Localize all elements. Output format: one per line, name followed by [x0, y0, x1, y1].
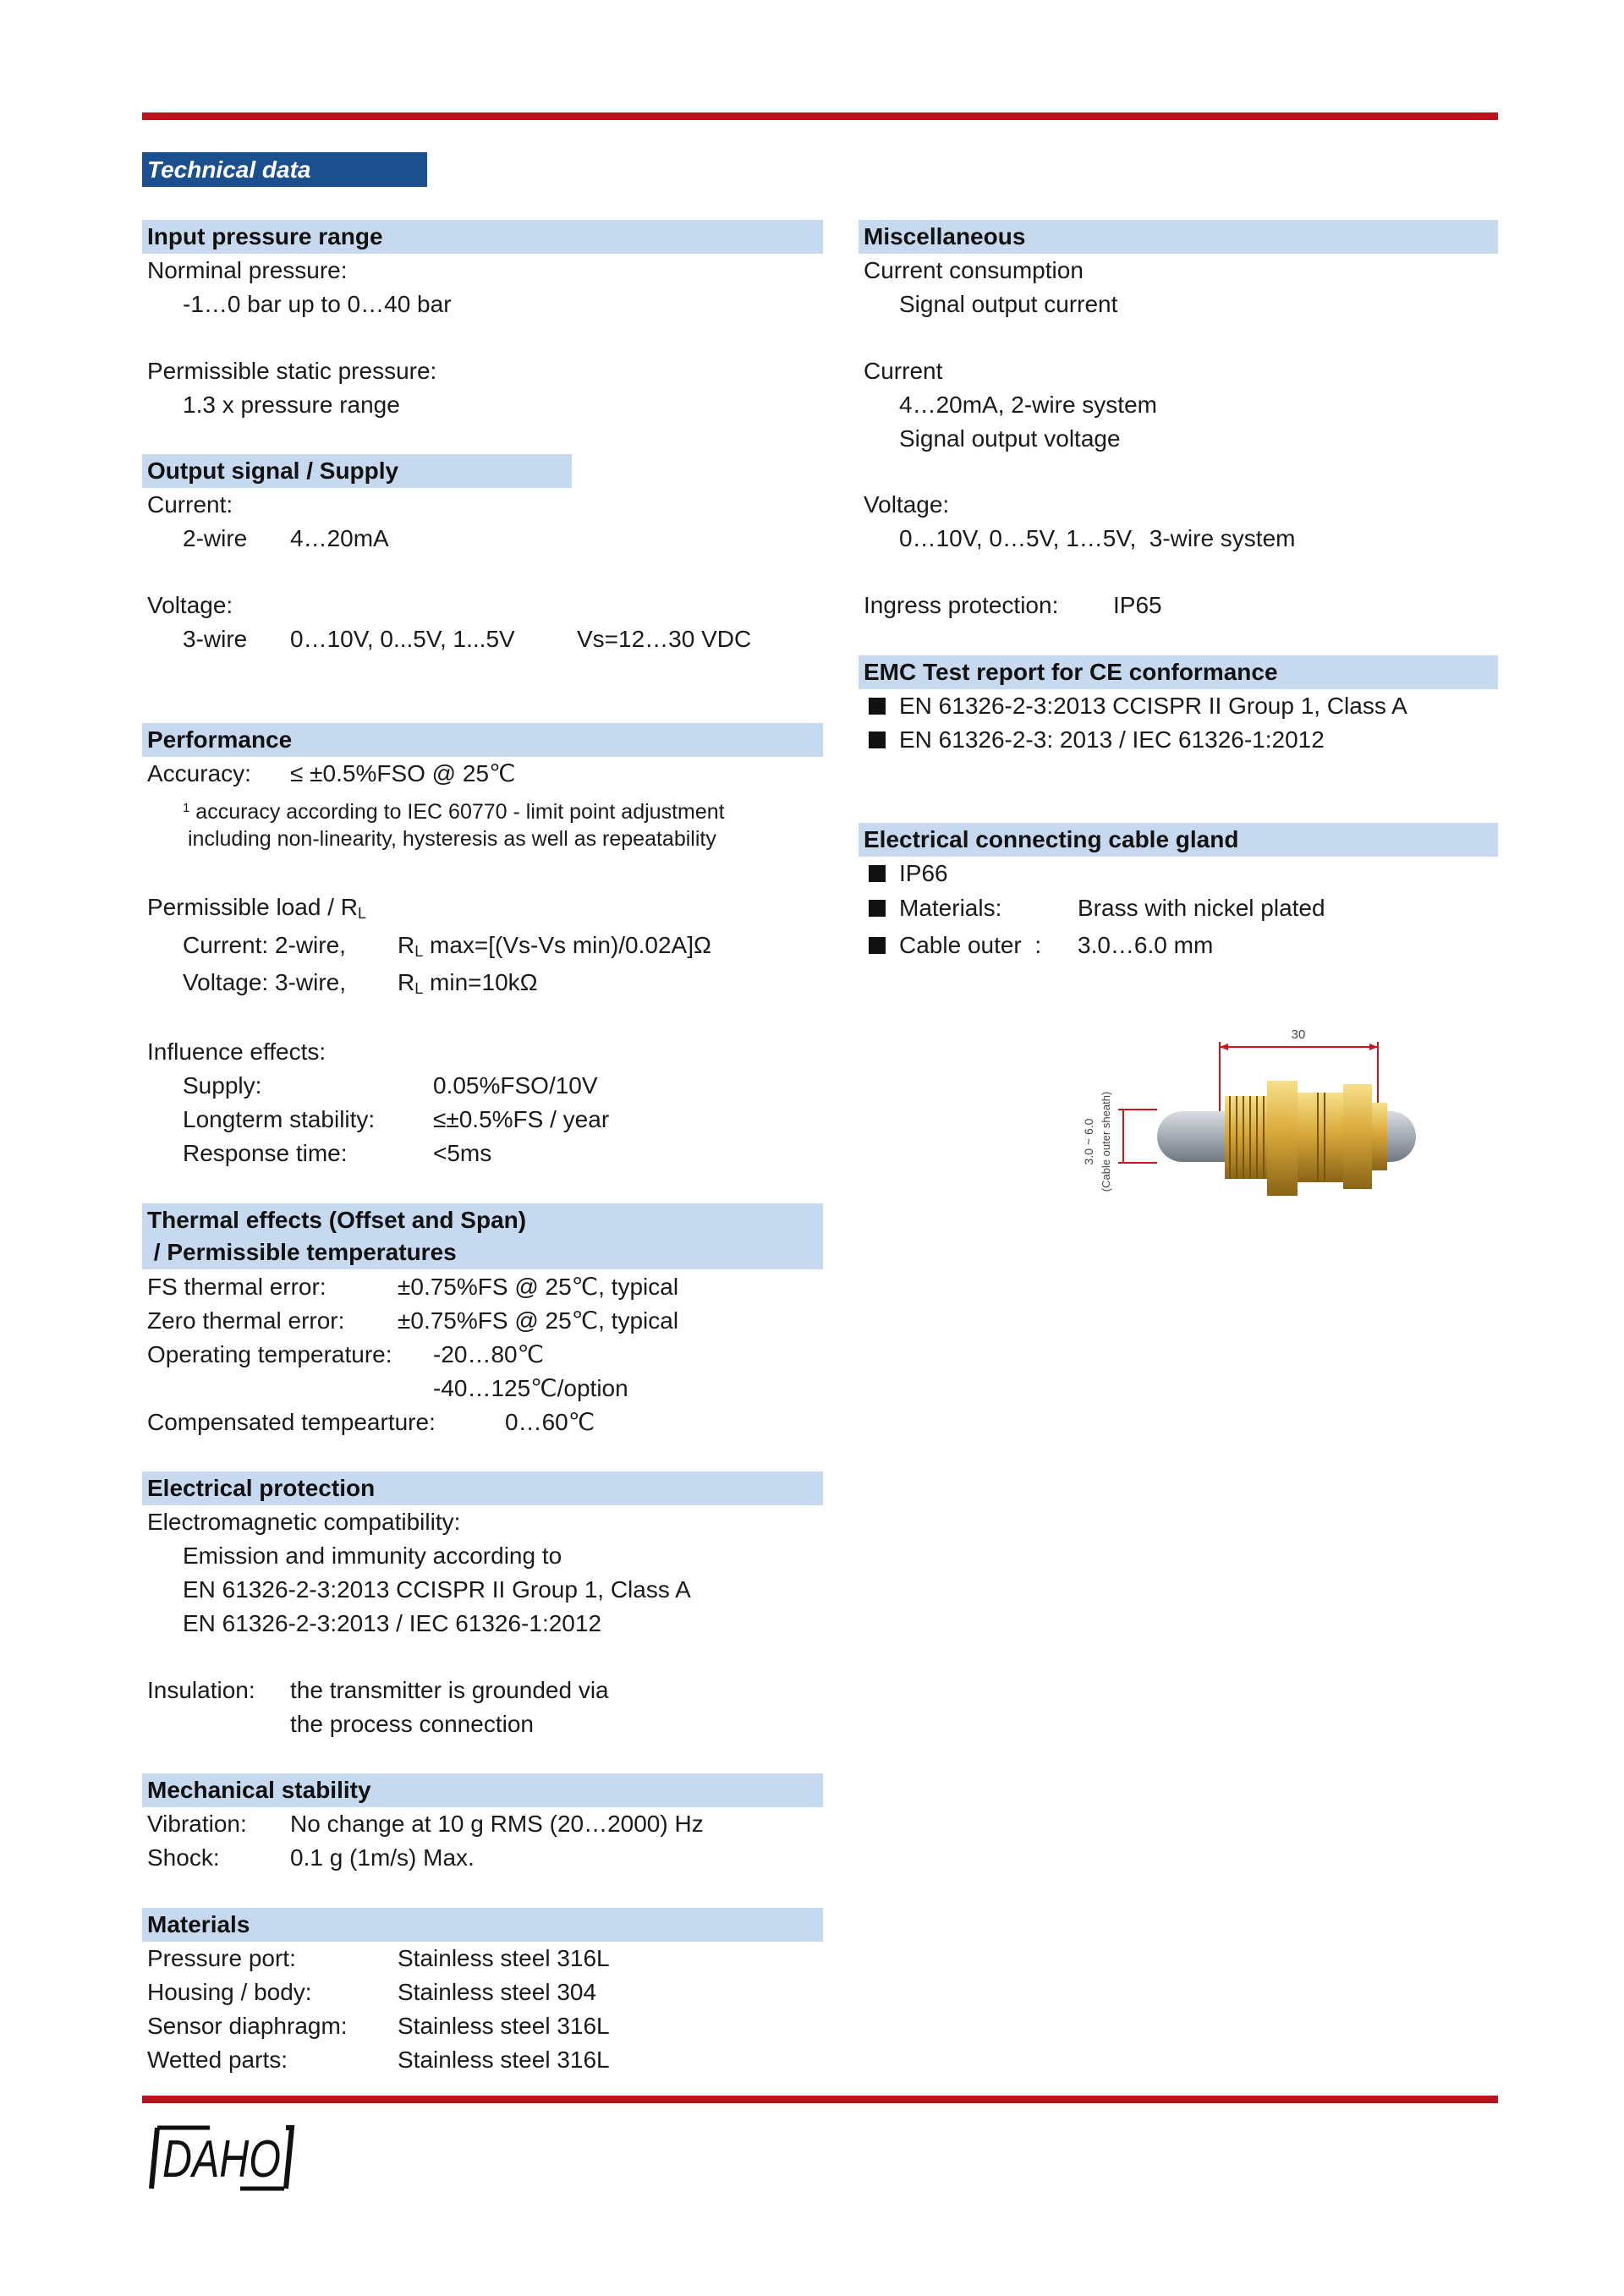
daho-logo [149, 2124, 294, 2192]
gland-item-ip: IP66 [899, 860, 948, 886]
cable-range-note: (Cable outer sheath) [1100, 1091, 1112, 1192]
compensated-temp-label: Compensated tempearture: [147, 1409, 436, 1435]
section-title: Technical data [142, 152, 427, 187]
compensated-temp-value: 0…60℃ [505, 1409, 595, 1435]
dimension-cable-range [1082, 1092, 1157, 1192]
load-current-expression: max=[(Vs-Vs min)/0.02A]Ω [423, 932, 711, 958]
gland-materials-label: Materials: [899, 895, 1002, 921]
footer-rule [142, 2096, 1498, 2103]
zero-thermal-label: Zero thermal error: [147, 1307, 345, 1334]
longterm-stability-value: ≤±0.5%FS / year [433, 1106, 610, 1132]
output-voltage-value: 0…10V, 0...5V, 1...5V [290, 626, 515, 652]
load-voltage-label: Voltage: 3-wire, [183, 969, 346, 995]
emc-item: EN 61326-2-3:2013 CCISPR II Group 1, Class A [899, 693, 1407, 719]
misc-voltage-value: 0…10V, 0…5V, 1…5V, 3-wire system [899, 525, 1296, 551]
emc-line-2: EN 61326-2-3:2013 CCISPR II Group 1, Class A [183, 1576, 691, 1603]
insulation-label: Insulation: [147, 1677, 255, 1703]
bullet-square-icon [869, 937, 886, 954]
vibration-label: Vibration: [147, 1811, 247, 1837]
supply-effect-value: 0.05%FSO/10V [433, 1072, 598, 1099]
emc-label: Electromagnetic compatibility: [147, 1509, 461, 1535]
emc-item: EN 61326-2-3: 2013 / IEC 61326-1:2012 [899, 726, 1325, 753]
insulation-line-2: the process connection [290, 1711, 534, 1737]
output-current-wire: 2-wire [183, 525, 248, 551]
header-rule [142, 112, 1498, 120]
bullet-square-icon [869, 900, 886, 917]
operating-temp-label: Operating temperature: [147, 1341, 392, 1367]
emc-line-3: EN 61326-2-3:2013 / IEC 61326-1:2012 [183, 1610, 602, 1636]
longterm-stability-label: Longterm stability: [183, 1106, 376, 1132]
performance-heading: Performance [142, 723, 823, 757]
output-signal-heading: Output signal / Supply [142, 454, 572, 488]
gland-body [1225, 1081, 1387, 1196]
thermal-heading-line2: / Permissible temperatures [147, 1239, 457, 1265]
permissible-load-sub: L [357, 905, 366, 922]
ingress-label: Ingress protection: [864, 592, 1059, 618]
shock-value: 0.1 g (1m/s) Max. [290, 1844, 475, 1871]
response-time-value: <5ms [433, 1140, 492, 1166]
vibration-value: No change at 10 g RMS (20…2000) Hz [290, 1811, 704, 1837]
bullet-square-icon [869, 732, 886, 748]
static-pressure-value: 1.3 x pressure range [183, 392, 400, 418]
cable-gland-diagram [1073, 1023, 1423, 1218]
material-value: Stainless steel 316L [398, 2047, 610, 2073]
thermal-heading-line1: Thermal effects (Offset and Span) [147, 1207, 527, 1233]
consumption-value: Signal output current [899, 291, 1118, 317]
input-pressure-heading: Input pressure range [142, 220, 823, 254]
footnote-text-1: accuracy according to IEC 60770 - limit point adjustment [195, 800, 725, 824]
load-current-label: Current: 2-wire, [183, 932, 346, 958]
miscellaneous-heading: Miscellaneous [859, 220, 1498, 254]
gland-materials-value: Brass with nickel plated [1078, 895, 1325, 921]
material-label: Wetted parts: [147, 2047, 288, 2073]
accuracy-value: ≤ ±0.5%FSO @ 25℃ [290, 760, 516, 786]
permissible-load-text: Permissible load / R [147, 894, 358, 920]
emc-test-heading: EMC Test report for CE conformance [859, 655, 1498, 689]
operating-temp-value-2: -40…125℃/option [433, 1375, 628, 1401]
load-voltage-expression: min=10kΩ [423, 969, 538, 995]
material-label: Sensor diaphragm: [147, 2013, 348, 2039]
load-voltage-sub: L [414, 980, 424, 997]
cable-range-label: 3.0 ~ 6.0 [1082, 1118, 1095, 1165]
output-voltage-wire: 3-wire [183, 626, 248, 652]
accuracy-label: Accuracy: [147, 760, 251, 786]
cable-gland-heading: Electrical connecting cable gland [859, 823, 1498, 857]
operating-temp-value-1: -20…80℃ [433, 1341, 545, 1367]
material-value: Stainless steel 316L [398, 1945, 610, 1971]
fs-thermal-label: FS thermal error: [147, 1274, 326, 1300]
nominal-pressure-label: Norminal pressure: [147, 257, 348, 283]
consumption-label: Current consumption [864, 257, 1084, 283]
material-label: Pressure port: [147, 1945, 296, 1971]
shock-label: Shock: [147, 1844, 220, 1871]
load-current-formula [398, 929, 711, 968]
output-supply-value: Vs=12…30 VDC [577, 626, 752, 652]
output-voltage-label: Voltage: [147, 592, 233, 618]
thermal-effects-heading [142, 1203, 823, 1269]
load-current-sub: L [414, 943, 424, 960]
load-voltage-formula [398, 966, 538, 1006]
zero-thermal-value: ±0.75%FS @ 25℃, typical [398, 1307, 679, 1334]
output-current-value: 4…20mA [290, 525, 389, 551]
gland-cable-value: 3.0…6.0 mm [1078, 932, 1214, 958]
material-value: Stainless steel 316L [398, 2013, 610, 2039]
output-current-label: Current: [147, 491, 233, 518]
nominal-pressure-value: -1…0 bar up to 0…40 bar [183, 291, 452, 317]
gland-cable-label: Cable outer : [899, 932, 1042, 958]
materials-heading: Materials [142, 1908, 823, 1942]
insulation-line-1: the transmitter is grounded via [290, 1677, 609, 1703]
fs-thermal-value: ±0.75%FS @ 25℃, typical [398, 1274, 679, 1300]
bullet-square-icon [869, 865, 886, 882]
mechanical-stability-heading: Mechanical stability [142, 1773, 823, 1807]
misc-voltage-label: Voltage: [864, 491, 950, 518]
load-voltage-r: R [398, 969, 415, 995]
dimension-30-label: 30 [1291, 1027, 1306, 1042]
load-current-r: R [398, 932, 415, 958]
supply-effect-label: Supply: [183, 1072, 262, 1099]
misc-current-value-1: 4…20mA, 2-wire system [899, 392, 1157, 418]
bullet-square-icon [869, 698, 886, 715]
accuracy-footnote-line1 [183, 793, 725, 827]
misc-current-label: Current [864, 358, 943, 384]
accuracy-footnote-line2: including non-linearity, hysteresis as well as repeatability [188, 827, 716, 851]
emc-line-1: Emission and immunity according to [183, 1543, 562, 1569]
electrical-protection-heading: Electrical protection [142, 1471, 823, 1505]
material-label: Housing / body: [147, 1979, 312, 2005]
ingress-value: IP65 [1113, 592, 1162, 618]
misc-current-value-2: Signal output voltage [899, 425, 1121, 452]
permissible-load-label [147, 890, 366, 930]
logo-text: DAHO [162, 2130, 281, 2189]
influence-effects-label: Influence effects: [147, 1038, 326, 1065]
footnote-mark: 1 [183, 801, 190, 815]
static-pressure-label: Permissible static pressure: [147, 358, 437, 384]
material-value: Stainless steel 304 [398, 1979, 597, 2005]
response-time-label: Response time: [183, 1140, 348, 1166]
